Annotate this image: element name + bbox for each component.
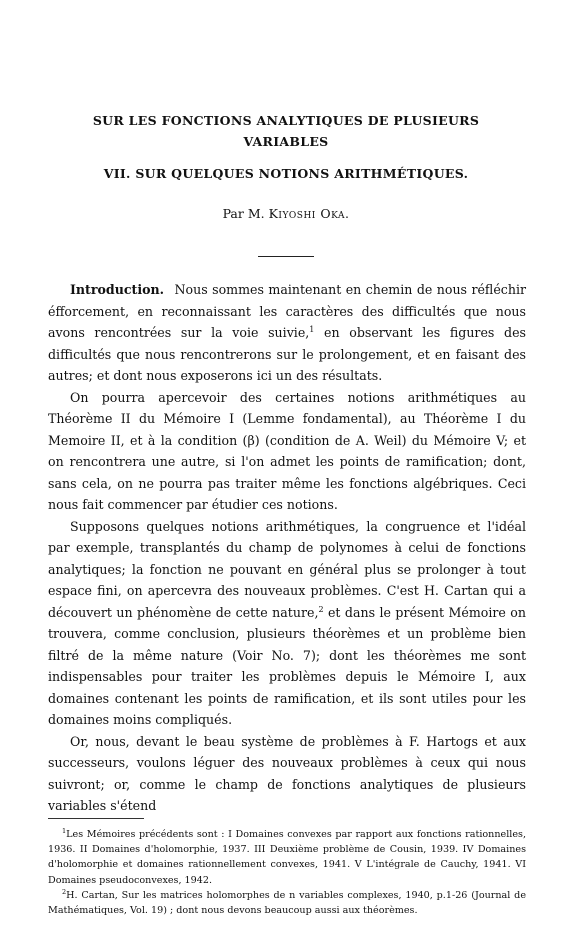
paragraph-1-text-b: en observant les figures des difficultés que nous rencontrerons sur le prolongement, et en faisant des autres; et dont nous exposerons ici un des résultats. [48,325,526,383]
footnote-2-text: H. Cartan, Sur les matrices holomorphes de n variables complexes, 1940, p.1-26 (Journal de Mathématiques, Vol. 19) ; dont nous devons beaucoup aussi aux théorèmes. [48,889,526,917]
author-prefix: Par M. [222,206,269,221]
title-line-2: VARIABLES [243,134,329,149]
footnote-2-mark: 2 [62,887,67,896]
paragraph-3 [48,516,526,731]
footnote-1-text: Les Mémoires précédents sont : I Domaines convexes par rapport aux fonctions rationnelles, 1936. II Domaines d'holomorphie, 1937. III Deuxième problème de Cousin, 1939. IV Domaines d'holomorphie et domaines rationnellement convexes, 1941. V L'intégrale de Cauchy, 1941. VI Domaines pseudoconvexes, 1942. [48,829,526,886]
introduction-heading: Introduction. [70,282,165,297]
paragraph-3-text-a: Supposons quelques notions arithmétiques, la congruence et l'idéal par exemple, transplantés du champ de polynomes à celui de fonctions analytiques; la fonction ne pouvant en général plus se prolonger à tout espace fini, on apercevra des nouveaux problèmes. C'est H. Cartan qui a découvert un phénomène de cette nature, [48,518,526,620]
author-name: Kiyoshi Oka. [268,206,350,221]
paper-subtitle: VII. SUR QUELQUES NOTIONS ARITHMÉTIQUES. [103,166,469,181]
footnote-2 [48,888,526,918]
footnote-1 [48,827,526,888]
footnote-separator-rule [48,818,144,819]
footnote-ref-1: 1 [309,325,315,334]
paper-title [50,110,522,152]
footnote-ref-2: 2 [318,604,324,614]
paragraph-1-text-a: Nous sommes maintenant en chemin de nous réfléchir éfforcement, en reconnaissant les caractères des difficultés que nous avons rencontrées sur la voie suivie, [48,282,526,340]
footnote-1-mark: 1 [62,827,67,835]
paragraph-4: Or, nous, devant le beau système de problèmes à F. Hartogs et aux successeurs, voulons léguer des nouveaux problèmes à ceux qui nous suivront; or, comme le champ de fonctions analytiques de plusieurs variables s'étend [48,733,526,813]
main-text [48,279,526,817]
author-line [0,206,572,221]
paragraph-2: On pourra apercevoir des certaines notions arithmétiques au Théorème II du Mémoire I (Lemme fondamental), au Théorème I du Memoire II, et à la condition (β) (condition de A. Weil) du Mémoire V; et on rencontrera une autre, si l'on admet les points de ramification; dont, sans cela, on ne pourra pas traiter même les fonctions algébriques. Ceci nous fait commencer par étudier ces notions. [48,389,526,512]
footnotes [48,827,526,918]
title-separator-rule [258,256,314,257]
title-line-1: SUR LES FONCTIONS ANALYTIQUES DE PLUSIEURS [92,113,480,128]
paragraph-3-text-b: et dans le présent Mémoire on trouvera, comme conclusion, plusieurs théorèmes et un problème bien filtré de la même nature (Voir No. 7); dont les théorèmes me sont indispensables pour traiter les problèmes depuis le Mémoire I, aux domaines contenant les points de ramification, et ils sont utiles pour les domaines moins compliqués. [48,604,526,727]
paragraph-1 [48,279,526,387]
